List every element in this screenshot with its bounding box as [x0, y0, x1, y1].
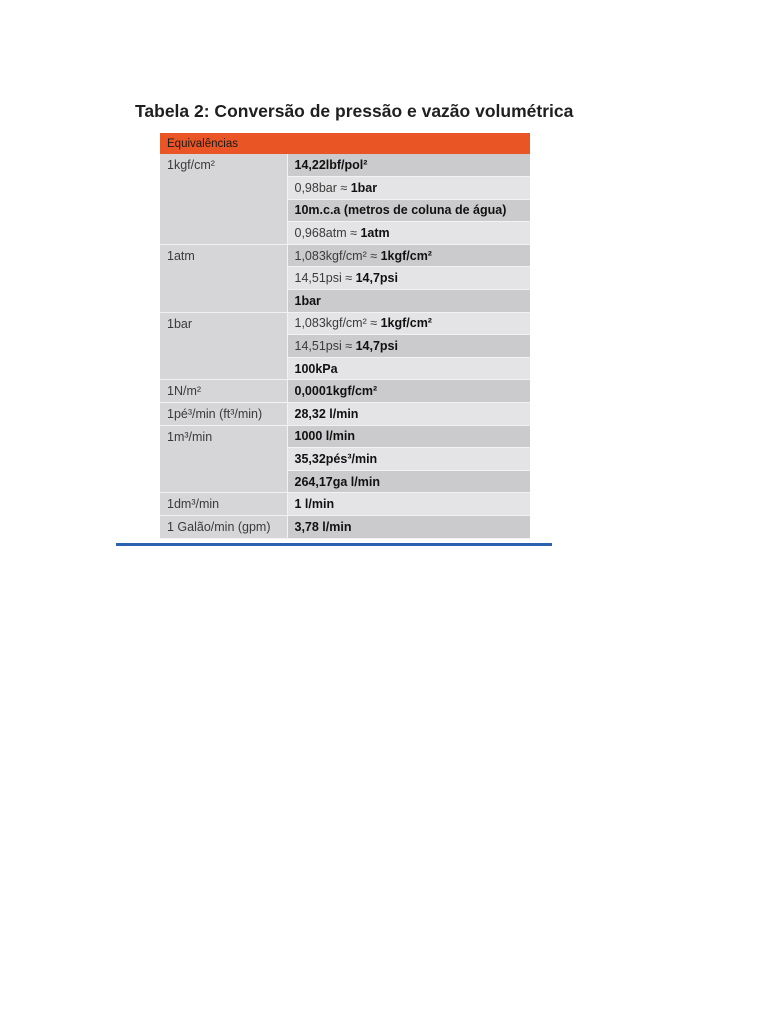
row-label: 1pé³/min (ft³/min)	[160, 403, 287, 426]
row-value: 0,0001kgf/cm²	[287, 380, 530, 403]
row-label: 1bar	[160, 312, 287, 380]
row-value: 0,98bar ≈ 1bar	[287, 177, 530, 200]
row-value: 0,968atm ≈ 1atm	[287, 222, 530, 245]
table-row	[160, 154, 530, 177]
row-value: 35,32pés³/min	[287, 448, 530, 471]
row-value: 28,32 l/min	[287, 403, 530, 426]
row-value: 14,51psi ≈ 14,7psi	[287, 335, 530, 358]
row-value: 1,083kgf/cm² ≈ 1kgf/cm²	[287, 312, 530, 335]
row-value: 1000 l/min	[287, 425, 530, 448]
row-value: 3,78 l/min	[287, 516, 530, 539]
row-value: 14,22lbf/pol²	[287, 154, 530, 177]
row-label: 1dm³/min	[160, 493, 287, 516]
row-value: 100kPa	[287, 357, 530, 380]
row-label: 1atm	[160, 244, 287, 312]
conversion-table	[160, 133, 530, 539]
table-row	[160, 403, 530, 426]
table-header-row	[160, 133, 530, 154]
table-row	[160, 425, 530, 448]
row-value: 14,51psi ≈ 14,7psi	[287, 267, 530, 290]
row-value: 1,083kgf/cm² ≈ 1kgf/cm²	[287, 244, 530, 267]
row-label: 1m³/min	[160, 425, 287, 493]
row-label: 1kgf/cm²	[160, 154, 287, 244]
table-row	[160, 312, 530, 335]
table-row	[160, 516, 530, 539]
row-label: 1N/m²	[160, 380, 287, 403]
row-value: 264,17ga l/min	[287, 470, 530, 493]
table-header: Equivalências	[160, 133, 530, 154]
table-title: Tabela 2: Conversão de pressão e vazão volumétrica	[135, 101, 574, 121]
row-value: 1bar	[287, 290, 530, 313]
table-row	[160, 244, 530, 267]
table-row	[160, 380, 530, 403]
bottom-rule	[116, 543, 552, 546]
row-label: 1 Galão/min (gpm)	[160, 516, 287, 539]
row-value: 10m.c.a (metros de coluna de água)	[287, 199, 530, 222]
row-value: 1 l/min	[287, 493, 530, 516]
table-row	[160, 493, 530, 516]
